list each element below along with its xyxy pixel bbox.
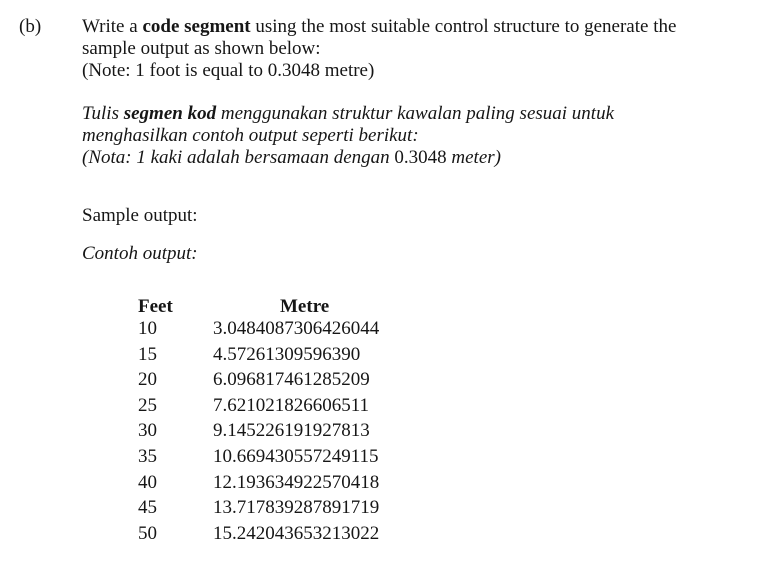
header-metre: Metre: [280, 296, 330, 317]
metre-value: 9.145226191927813: [213, 420, 370, 442]
feet-value: 45: [138, 497, 157, 519]
english-line-1-bold: code segment: [142, 16, 251, 37]
contoh-output-label: Contoh output:: [82, 243, 198, 264]
malay-note-post: meter): [446, 147, 501, 168]
english-line-1-pre: Write a: [82, 16, 143, 37]
metre-value: 6.096817461285209: [213, 369, 370, 391]
feet-value: 40: [138, 471, 157, 493]
english-line-2: sample output as shown below:: [82, 38, 321, 59]
english-note: (Note: 1 foot is equal to 0.3048 metre): [82, 60, 375, 81]
feet-value: 35: [138, 446, 157, 467]
malay-line-1-pre: Tulis: [82, 103, 124, 124]
sample-output-label: Sample output:: [82, 205, 198, 226]
malay-instruction: [82, 103, 762, 169]
metre-value: 15.242043653213022: [213, 522, 380, 544]
english-instruction: [82, 16, 762, 82]
english-line-1: [82, 16, 762, 38]
metre-value: 10.669430557249115: [213, 446, 379, 467]
metre-value: 12.193634922570418: [213, 471, 380, 493]
metre-value: 7.621021826606511: [213, 394, 370, 416]
malay-line-1-bold: segmen kod: [123, 103, 217, 124]
malay-line-2: menghasilkan contoh output seperti berikut:: [82, 125, 419, 146]
malay-note: [82, 147, 762, 169]
feet-value: 30: [138, 420, 157, 442]
malay-note-number: 0.3048: [394, 147, 447, 168]
english-line-1-post: using the most suitable control structure to generate the: [250, 16, 677, 37]
feet-value: 20: [138, 369, 157, 391]
feet-value: 25: [138, 394, 157, 416]
header-feet: Feet: [138, 296, 173, 317]
feet-value: 15: [138, 343, 157, 365]
metre-value: 13.717839287891719: [213, 497, 380, 519]
malay-line-1: [82, 103, 762, 125]
feet-value: 10: [138, 318, 157, 339]
metre-value: 3.0484087306426044: [213, 318, 380, 339]
feet-value: 50: [138, 522, 157, 544]
metre-value: 4.57261309596390: [213, 343, 361, 365]
question-label: (b): [19, 16, 42, 37]
malay-note-pre: (Nota: 1 kaki adalah bersamaan dengan: [82, 147, 395, 168]
malay-line-1-post: menggunakan struktur kawalan paling sesuai untuk: [216, 103, 615, 124]
